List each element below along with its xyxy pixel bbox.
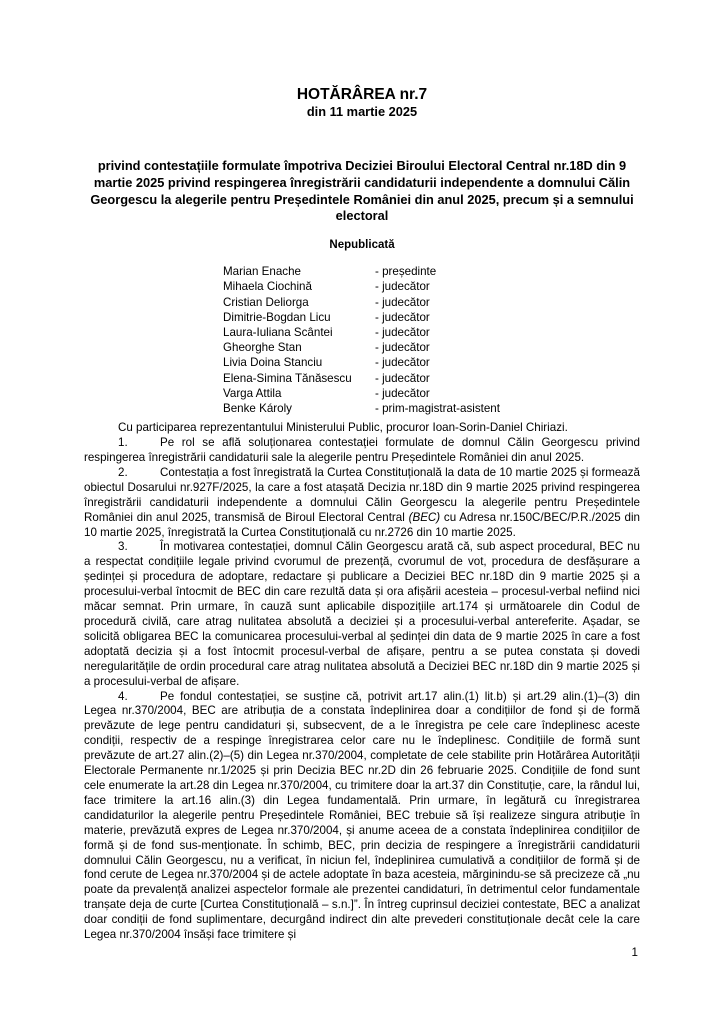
panel-member-role: - judecător bbox=[375, 341, 430, 355]
panel-member-role: - judecător bbox=[375, 280, 430, 294]
body-paragraph-4 bbox=[84, 690, 640, 943]
panel-member-role: - prim-magistrat-asistent bbox=[375, 402, 500, 416]
panel-member-role: - președinte bbox=[375, 265, 437, 279]
document-title: HOTĂRÂREA nr.7 bbox=[296, 86, 428, 103]
court-panel-list bbox=[223, 264, 640, 416]
panel-member-role: - judecător bbox=[375, 371, 430, 385]
panel-member-row bbox=[223, 355, 640, 370]
paragraph-number: 4. bbox=[118, 689, 128, 703]
paragraph-text: Pe fondul contestației, se susține că, potrivit art.17 alin.(1) lit.b) și art.29 alin.(1)–(3) din Legea nr.370/2004, BEC are atribuția de a constata îndeplinirea doar a condițiilor de fond și de formă prevăzute de lege pentru candidaturi și, subsecvent, de a le înregistra pe cele care îndeplinesc aceste condiții, respectiv de a respinge înregistrarea celor care nu le îndeplinesc. Condițiile de formă sunt prevăzute de art.27 alin.(2)–(5) din Legea nr.370/2004, completate de cele stabilite prin Hotărârea Autorității Electorale Permanente nr.1/2025 și prin Decizia BEC nr.2D din 26 februarie 2025. Condițiile de fond sunt cele enumerate la art.28 din Legea nr.370/2004, cu trimitere doar la art.37 din Constituție, care, la rândul lui, face trimitere la art.16 alin.(3) din Legea fundamentală. Prin urmare, în legătură cu înregistrarea candidaturilor la alegerile pentru Președintele României, BEC trebuie să își realizeze singura atribuție în materie, prevăzută expres de Legea nr.370/2004, și anume aceea de a constata îndeplinirea condițiilor de formă și de fond sus-menționate. În schimb, BEC, prin decizia de respingere a înregistrării candidaturii domnului Călin Georgescu, nu a verificat, în niciun fel, îndeplinirea cumulativă a condițiilor de formă și de fond cerute de Legea nr.370/2004 și de actele adoptate în baza acesteia, mărginindu-se să precizeze că „nu poate da prevalență analizei aspectelor formale ale prezentei candidaturi, în detrimentul celor fundamentale tranșate deja de curte [Curtea Constituțională – s.n.]”. În întreg cuprinsul deciziei contestate, BEC a analizat doar condiții de fond suplimentare, decurgând indirect din alte prevederi constituționale decât cele la care Legea nr.370/2004 însăși face trimitere și bbox=[84, 689, 640, 942]
body-paragraph-2 bbox=[84, 466, 640, 541]
panel-member-row bbox=[223, 310, 640, 325]
panel-member-row bbox=[223, 386, 640, 401]
panel-member-role: - judecător bbox=[375, 326, 430, 339]
paragraph-text: cu Adresa nr.150C/BEC/P.R./2025 din 10 martie 2025, înregistrată la Curtea Constituțională cu nr.2726 din 10 martie 2025. bbox=[84, 510, 641, 539]
document-subject: privind contestațiile formulate împotriva Deciziei Biroului Electoral Central nr.18D din 9 martie 2025 privind respingerea înregistrării candidaturii independente a domnului Călin Georgescu la alegerile pentru Președintele României din anul 2025, precum și a semnului electoral bbox=[90, 158, 634, 224]
panel-member-row bbox=[223, 371, 640, 386]
paragraph-number: 3. bbox=[118, 540, 128, 554]
panel-member-row bbox=[223, 264, 640, 279]
paragraph-text: Pe rol se află soluționarea contestației formulate de domnul Călin Georgescu privind respingerea înregistrării candidaturii sale la alegerile pentru Președintele României din anul 2025. bbox=[84, 436, 640, 465]
paragraph-text: Contestația a fost înregistrată la Curtea Constituțională la data de 10 martie 2025 și formează obiectul Dosarului nr.927F/2025, la care a fost atașată Decizia nr.18D din 9 martie 2025 privind respingerea înregistrării candidaturii independente a domnului Călin Georgescu la alegerile pentru Președintele României din anul 2025, transmisă de Biroul Electoral Central bbox=[84, 465, 640, 524]
body-paragraph-3 bbox=[84, 540, 640, 689]
publication-status: Nepublicată bbox=[329, 239, 395, 252]
panel-member-name: Varga Attila bbox=[223, 386, 282, 400]
panel-member-name: Dimitrie-Bogdan Licu bbox=[223, 310, 331, 324]
participation-line: Cu participarea reprezentantului Ministerului Public, procuror Ioan-Sorin-Daniel Chiriazi. bbox=[118, 421, 568, 435]
paragraph-number: 2. bbox=[118, 465, 128, 479]
panel-member-name: Laura-Iuliana Scântei bbox=[223, 326, 333, 339]
panel-member-role: - judecător bbox=[375, 310, 430, 324]
page-number: 1 bbox=[631, 946, 638, 959]
panel-member-row bbox=[223, 325, 640, 340]
panel-member-row bbox=[223, 295, 640, 310]
panel-member-role: - judecător bbox=[375, 386, 430, 400]
document-body bbox=[84, 421, 640, 943]
panel-member-row bbox=[223, 279, 640, 294]
document-content bbox=[84, 86, 640, 943]
body-paragraph-1 bbox=[84, 436, 640, 466]
panel-member-role: - judecător bbox=[375, 295, 430, 309]
panel-member-name: Marian Enache bbox=[223, 265, 301, 279]
document-date: din 11 martie 2025 bbox=[306, 104, 418, 119]
panel-member-row bbox=[223, 401, 640, 416]
panel-member-name: Gheorghe Stan bbox=[223, 341, 302, 355]
panel-member-name: Elena-Simina Tănăsescu bbox=[223, 371, 352, 385]
bec-abbreviation: (BEC) bbox=[408, 510, 441, 524]
panel-member-name: Cristian Deliorga bbox=[223, 295, 309, 309]
panel-member-name: Benke Károly bbox=[223, 402, 292, 416]
panel-member-name: Mihaela Ciochină bbox=[223, 280, 312, 294]
panel-member-row bbox=[223, 340, 640, 355]
paragraph-number: 1. bbox=[118, 436, 128, 450]
panel-member-name: Livia Doina Stanciu bbox=[223, 356, 323, 370]
paragraph-text: În motivarea contestației, domnul Călin Georgescu arată că, sub aspect procedural, BEC nu a respectat condițiile legale privind cvorumul de prezență, cvorumul de vot, procedura de desfășurare a ședinței și procedura de adoptare, redactare și publicare a Deciziei BEC nr.18D din 9 martie 2025 și a procesului-verbal întocmit de BEC din care rezultă data și ora afișării acesteia – procesul-verbal nefiind nici măcar semnat. Prin urmare, în cauză sunt aplicabile dispozițiile art.174 și următoarele din Codul de procedură civilă, care atrag nulitatea absolută a deciziei și a procesului-verbal antereferite. Așadar, se solicită obligarea BEC la comunicarea procesului-verbal al ședinței din data de 9 martie 2025 în care a fost adoptată decizia și a fost întocmit procesul-verbal de afișare, pentru a se putea constata și dovedi neregularitățile de ordin procedural care atrag nulitatea absolută a Deciziei BEC nr.18D din 9 martie 2025 și a procesului-verbal de afișare. bbox=[84, 540, 640, 688]
panel-member-role: - judecător bbox=[375, 356, 430, 370]
